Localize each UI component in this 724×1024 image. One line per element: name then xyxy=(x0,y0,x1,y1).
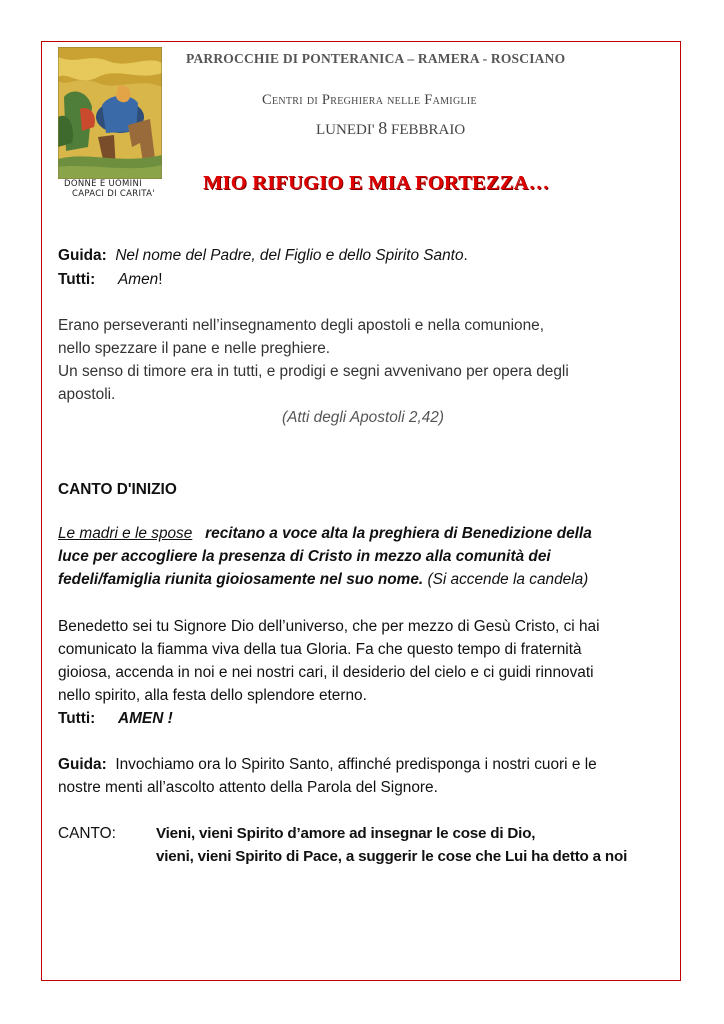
blessing-line: nello spirito, alla festa dello splendore eterno. xyxy=(58,687,367,704)
logo-caption-line2: CAPACI DI CARITA' xyxy=(72,189,155,199)
opening-tutti xyxy=(58,268,668,291)
actors-text: Le madri e le spose xyxy=(58,525,193,542)
reading-passage xyxy=(58,314,668,406)
reading-line: Erano perseveranti nell’insegnamento degli apostoli e nella comunione, xyxy=(58,317,544,334)
instruction-line: luce per accogliere la presenza di Cristo in mezzo alla comunità dei xyxy=(58,548,551,565)
reading-line: nello spezzare il pane e nelle preghiere. xyxy=(58,340,331,357)
blessing-line: comunicato la fiamma viva della tua Gloria. Fa che questo tempo di fraternità xyxy=(58,641,582,658)
canto-section xyxy=(58,822,678,872)
page-title: MIO RIFUGIO E MIA FORTEZZA… xyxy=(203,172,550,194)
reading-line: Un senso di timore era in tutti, e prodigi e segni avvenivano per opera degli xyxy=(58,363,569,380)
guida-label: Guida: xyxy=(58,247,107,264)
canto-line: vieni, vieni Spirito di Pace, a suggerir le cose che Lui ha detto a noi xyxy=(156,848,628,865)
guida-end: . xyxy=(463,247,468,264)
logo xyxy=(58,47,162,203)
tutti-text: Amen xyxy=(118,271,159,288)
canto-lyrics xyxy=(156,822,627,868)
instruction-note: (Si accende la candela) xyxy=(427,571,589,588)
guida-text: Nel nome del Padre, del Figlio e dello Spirito Santo xyxy=(115,247,464,264)
instruction-line: fedeli/famiglia riunita gioiosamente nel suo nome. xyxy=(58,571,424,588)
invocation-line: Invochiamo ora lo Spirito Santo, affinché predisponga i nostri cuori e le xyxy=(115,756,597,773)
invocation-line: nostre menti all’ascolto attento della Parola del Signore. xyxy=(58,779,438,796)
reading-line: apostoli. xyxy=(58,386,116,403)
canto-line: Vieni, vieni Spirito d’amore ad insegnar le cose di Dio, xyxy=(156,825,536,842)
tutti-label: Tutti: xyxy=(58,271,96,288)
blessing-line: Benedetto sei tu Signore Dio dell’universo, che per mezzo di Gesù Cristo, ci hai xyxy=(58,618,600,635)
logo-caption-line1: DONNE E UOMINI xyxy=(64,179,142,189)
centers-header: Centri di Preghiera nelle Famiglie xyxy=(262,92,477,108)
logo-caption xyxy=(64,179,164,199)
canto-inizio-heading: CANTO D'INIZIO xyxy=(58,481,177,498)
date-header xyxy=(316,118,465,139)
tutti-end: ! xyxy=(158,271,163,288)
tutti-label: Tutti: xyxy=(58,710,96,727)
painting-image xyxy=(58,47,162,179)
blessing-prayer xyxy=(58,615,668,730)
invocation xyxy=(58,753,668,799)
reading-reference: (Atti degli Apostoli 2,42) xyxy=(282,409,444,426)
guida-label: Guida: xyxy=(58,756,107,773)
canto-inizio-instructions xyxy=(58,522,668,591)
canto-label: CANTO: xyxy=(58,825,116,842)
date-month: FEBBRAIO xyxy=(391,122,466,138)
opening-guida xyxy=(58,244,668,267)
parishes-header: PARROCCHIE DI PONTERANICA – RAMERA - ROSCIANO xyxy=(186,51,566,66)
tutti-response: AMEN ! xyxy=(118,710,173,727)
date-day: 8 xyxy=(378,118,388,138)
date-weekday: LUNEDI' xyxy=(316,122,375,138)
instruction-line: recitano a voce alta la preghiera di Benedizione della xyxy=(205,525,592,542)
blessing-line: gioiosa, accenda in noi e nei nostri cari, il desiderio del cielo e ci guidi rinnovati xyxy=(58,664,594,681)
